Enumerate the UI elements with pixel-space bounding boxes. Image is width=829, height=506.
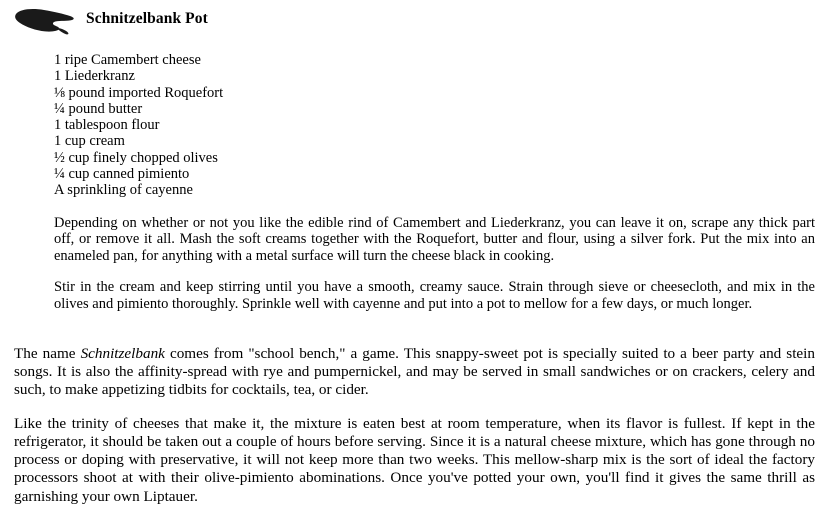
body-paragraph-1-rest: comes from "school bench," a game. This snappy-sweet pot is specially suited to a beer party and stein songs. It is also the affinity-spread with rye and pumpernickel, and may be served in small sandwiches or on crackers, celery and such, to make appetizing tidbits for cocktails, tea, or cider. <box>14 344 815 399</box>
list-item: ½ cup finely chopped olives <box>54 149 218 166</box>
list-item: ¼ cup canned pimiento <box>54 166 190 183</box>
list-item: ¼ pound butter <box>54 100 143 117</box>
recipe-title: Schnitzelbank Pot <box>86 10 208 27</box>
recipe-header <box>0 0 829 36</box>
body-paragraph-1 <box>14 327 815 400</box>
list-item: 1 ripe Camembert cheese <box>54 52 201 68</box>
list-item: 1 Liederkranz <box>54 68 135 85</box>
method-paragraph-1: Depending on whether or not you like the edible rind of Camembert and Liederkranz, you can leave it on, scrape any thick part off, or remove it all. Mash the soft creams together with the Roquefort, butter and flour, using a silver fork. Put the mix into an enameled pan, for anything with a metal surface will turn the cheese black in cooking. <box>54 214 815 264</box>
ingredient-list <box>54 52 815 199</box>
list-item: 1 tablespoon flour <box>54 117 160 134</box>
book-title-emphasis: Schnitzelbank <box>80 344 165 362</box>
recipe-body <box>54 52 815 312</box>
decorative-flourish-icon <box>14 8 76 36</box>
body-paragraph-1-lead: The name <box>14 344 81 362</box>
list-item: 1 cup cream <box>54 133 125 150</box>
list-item: A sprinkling of cayenne <box>54 182 193 199</box>
list-item: ⅛ pound imported Roquefort <box>54 84 224 101</box>
body-paragraph-2: Like the trinity of cheeses that make it, the mixture is eaten best at room temperature, when its flavor is fullest. If kept in the refrigerator, it should be taken out a couple of hours before serving. Since it is a natural cheese mixture, which has gone through no process or doping with preservative, it will not keep more than two weeks. This mellow-sharp mix is the sort of ideal the factory processors shoot at with their olive-pimiento abominations. Once you've potted your own, you'll find it gives the same thrill as garnishing your own Liptauer. <box>14 414 815 505</box>
method-paragraph-2: Stir in the cream and keep stirring until you have a smooth, creamy sauce. Strain through sieve or cheesecloth, and mix in the olives and pimiento thoroughly. Sprinkle well with cayenne and put into a pot to mellow for a few days, or much longer. <box>54 279 815 312</box>
